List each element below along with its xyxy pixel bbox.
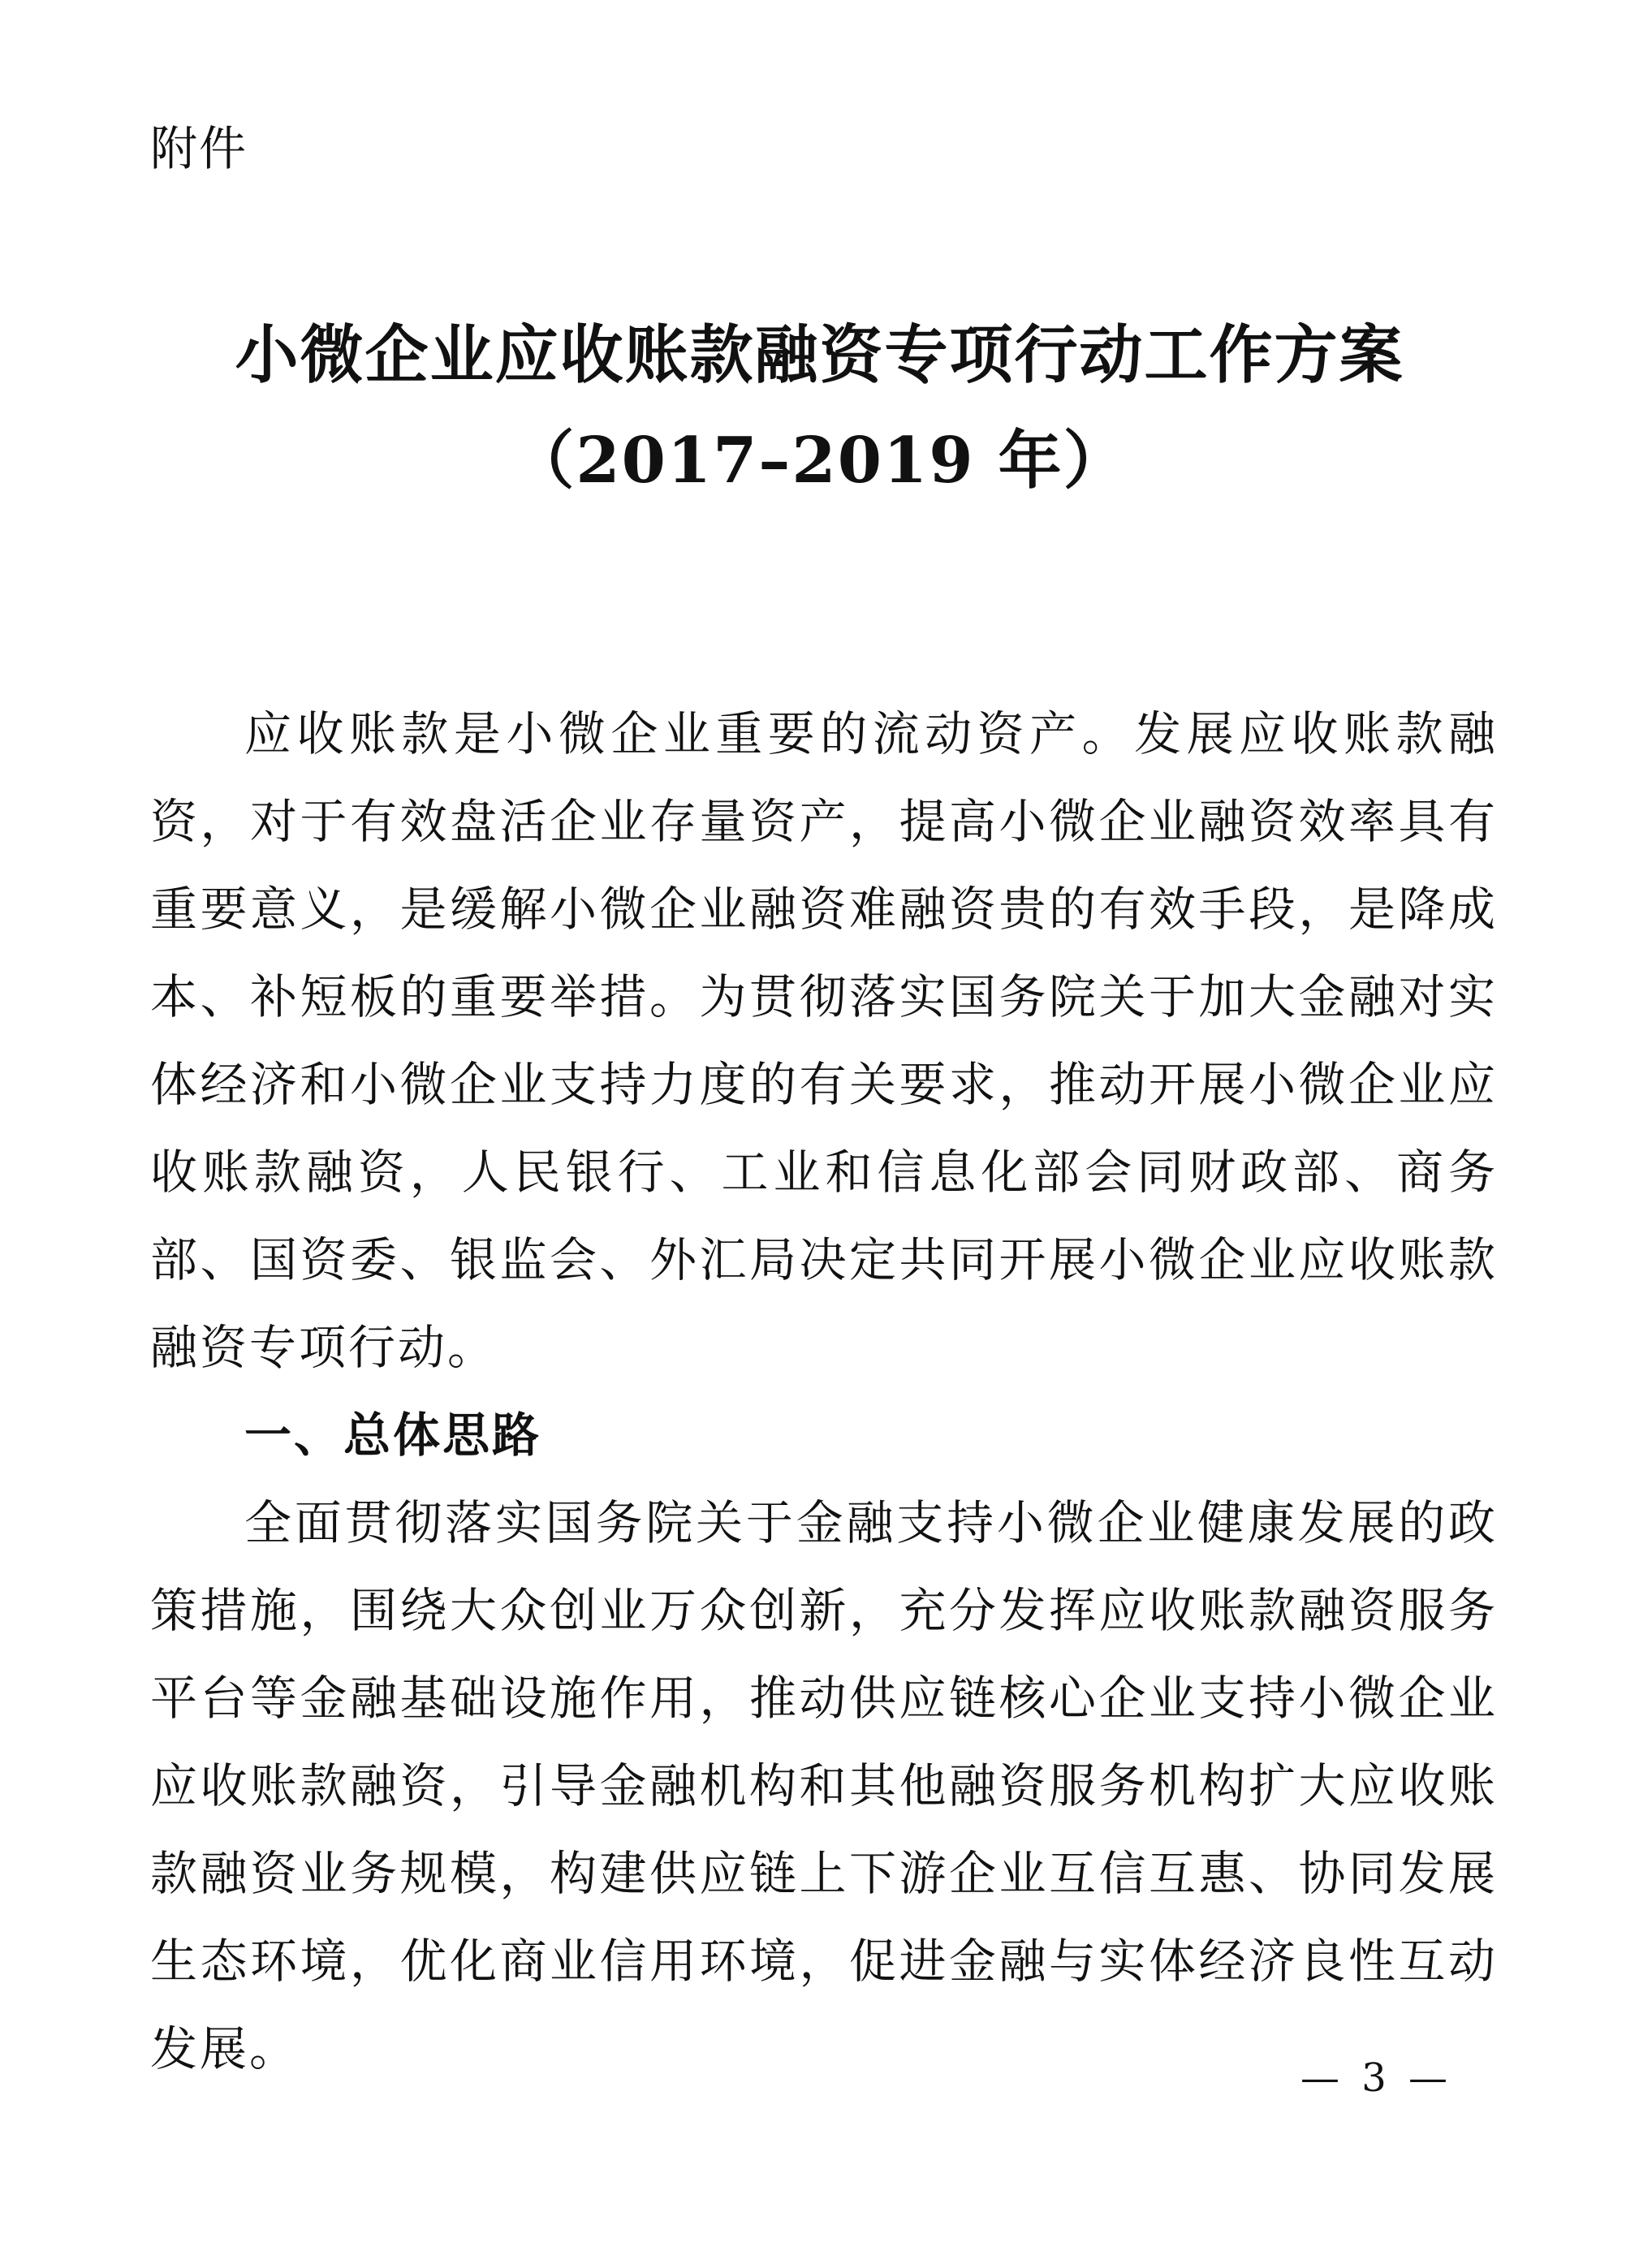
attachment-label: 附件 [150, 121, 248, 176]
document-subtitle: （2017–2019 年） [511, 424, 1128, 498]
section-heading-overall-approach: 一、总体思路 [244, 1408, 542, 1463]
section-paragraph-overall-approach: 全面贯彻落实国务院关于金融支持小微企业健康发展的政策措施，围绕大众创业万众创新，充分发挥应收账款融资服务平台等金融基础设施作用，推动供应链核心企业支持小微企业应收账款融资，引导金融机构和其他融资服务机构扩大应收账款融资业务规模，构建供应链上下游企业互信互惠、协同发展生态环境，优化商业信用环境，促进金融与实体经济良性互动发展。 [150, 1495, 1498, 2076]
intro-paragraph: 应收账款是小微企业重要的流动资产。发展应收账款融资，对于有效盘活企业存量资产，提高小微企业融资效率具有重要意义，是缓解小微企业融资难融资贵的有效手段，是降成本、补短板的重要举措。为贯彻落实国务院关于加大金融对实体经济和小微企业支持力度的有关要求，推动开展小微企业应收账款融资，人民银行、工业和信息化部会同财政部、商务部、国资委、银监会、外汇局决定共同开展小微企业应收账款融资专项行动。 [150, 706, 1498, 1375]
document-body [150, 690, 1498, 2093]
document-title: 小微企业应收账款融资专项行动工作方案 [235, 318, 1404, 392]
page-number: — 3 — [1300, 2055, 1452, 2101]
